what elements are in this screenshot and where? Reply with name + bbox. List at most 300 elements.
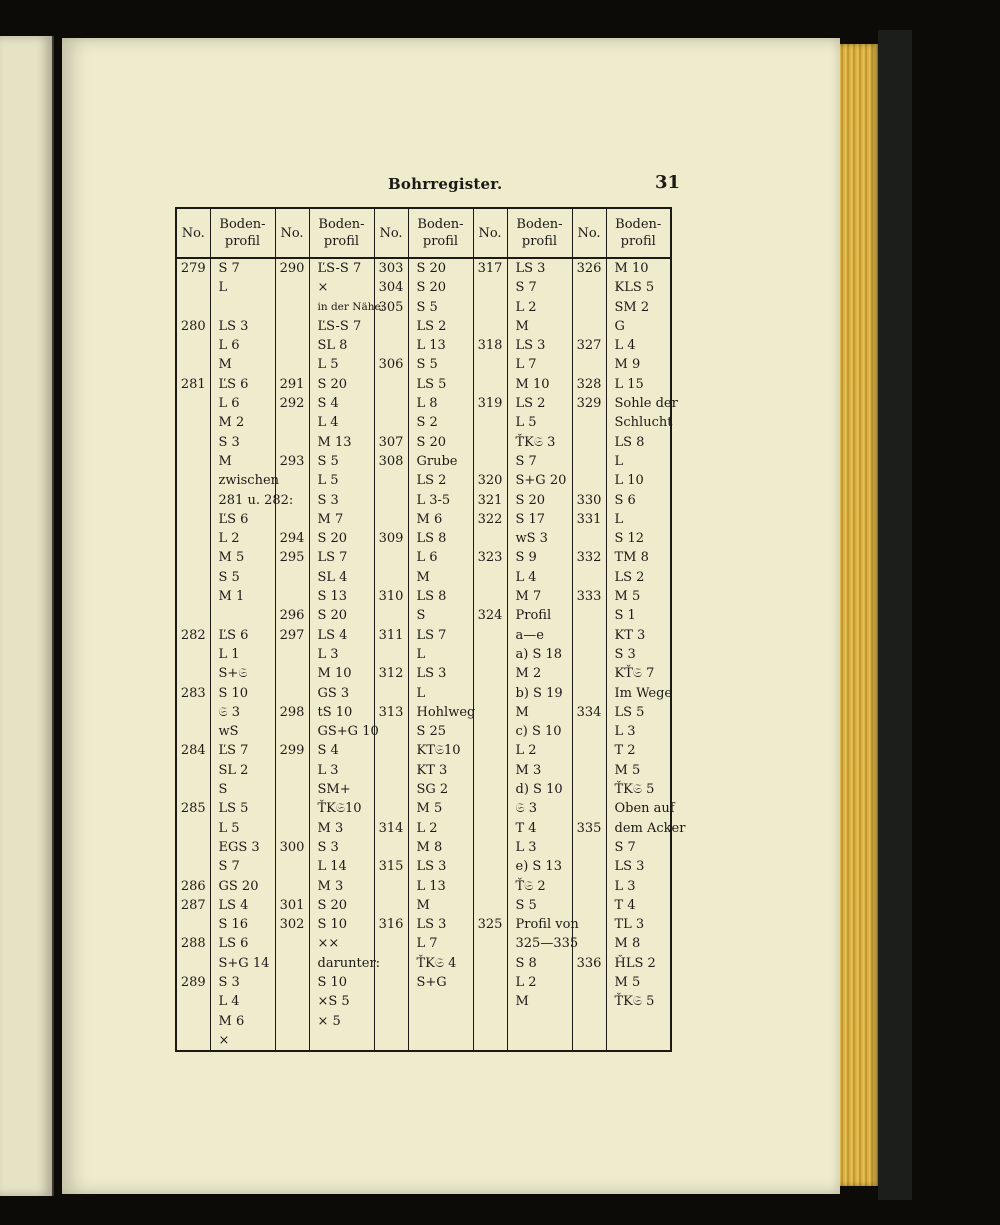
bore-number (276, 780, 309, 799)
soil-profile-line: L 2 (515, 743, 537, 759)
bore-number (177, 568, 210, 587)
bore-number (573, 857, 606, 876)
bore-number (573, 838, 606, 857)
bore-number (177, 491, 210, 510)
soil-profile-line: S 8 (515, 955, 537, 971)
soil-profile-line: M 5 (614, 974, 641, 990)
bore-number (474, 587, 507, 606)
soil-profile-line: M 13 (317, 434, 352, 450)
soil-profile-line: SM+ (317, 782, 351, 798)
soil-profile-line: S 5 (416, 299, 438, 315)
bore-number: 322 (477, 511, 503, 527)
page-edges-gilt (838, 44, 878, 1186)
soil-profile-line: LS 8 (614, 434, 645, 450)
soil-profile-line: TM 8 (614, 550, 649, 566)
soil-profile-line: LS 7 (416, 627, 447, 643)
soil-profile-line: L 6 (218, 338, 240, 354)
soil-profile-line: S 20 (416, 280, 447, 296)
bore-number (474, 954, 507, 973)
bore-number (177, 298, 210, 317)
bore-number (276, 664, 309, 683)
bore-number (276, 1012, 309, 1031)
soil-profile-line: S 4 (317, 743, 339, 759)
bore-number (375, 510, 408, 529)
soil-profile-line: b) S 19 (515, 685, 563, 701)
soil-profile-line: S 3 (614, 646, 636, 662)
soil-profile-line (211, 606, 275, 625)
bore-number (474, 703, 507, 722)
bore-number (474, 799, 507, 818)
running-head: Bohrregister. (388, 175, 503, 193)
bore-number (375, 491, 408, 510)
soil-profile-line: S 7 (515, 280, 537, 296)
profile-column (606, 258, 686, 1051)
number-column (176, 258, 210, 1051)
soil-profile-line: L 13 (416, 338, 446, 354)
bore-number (573, 896, 606, 915)
soil-profile-line: KT 3 (416, 762, 448, 778)
bore-number (177, 433, 210, 452)
soil-profile-line: T 4 (614, 897, 636, 913)
bore-number (474, 761, 507, 780)
bore-number (177, 915, 210, 934)
soil-profile-line: × (218, 1032, 230, 1048)
soil-profile-line: S 20 (317, 897, 348, 913)
soil-profile-line: zwischen (218, 473, 280, 489)
soil-profile-line: M 3 (317, 820, 344, 836)
soil-profile-line: LS 6 (218, 936, 249, 952)
bore-number: 292 (279, 396, 305, 412)
soil-profile-line: ĽS-S 7 (317, 261, 362, 276)
soil-profile-line: L 5 (317, 473, 339, 489)
soil-profile-line: L 7 (515, 357, 537, 373)
soil-profile-line: LS 3 (416, 917, 447, 933)
bore-number (573, 992, 606, 1011)
bore-number (276, 278, 309, 297)
soil-profile-line: M 2 (515, 666, 542, 682)
header-bodenprofil: Boden- profil (309, 208, 374, 258)
soil-profile-line: M (515, 318, 529, 334)
bore-number (375, 896, 408, 915)
bore-number: 311 (378, 627, 404, 643)
soil-profile-line: M 3 (515, 762, 542, 778)
profile-column (507, 258, 579, 1051)
soil-profile-line: L 2 (515, 974, 537, 990)
header-no: No. (275, 208, 309, 258)
bore-number: 310 (378, 589, 404, 605)
bore-number (474, 819, 507, 838)
soil-profile-line: ×S 5 (317, 994, 350, 1010)
soil-profile-line: M 7 (317, 511, 344, 527)
bore-number: 280 (180, 318, 206, 334)
soil-profile-line: L 8 (416, 396, 438, 412)
soil-profile-line: ȞLS 2 (614, 955, 656, 971)
soil-profile-line: LS 5 (614, 704, 645, 720)
bore-number: 328 (576, 376, 602, 392)
bore-number (474, 934, 507, 953)
bore-number (177, 954, 210, 973)
soil-profile-line: L 5 (515, 415, 537, 431)
soil-profile-line: M (218, 453, 232, 469)
soil-profile-line: L 1 (218, 646, 240, 662)
bore-number (375, 317, 408, 336)
soil-profile-line: ĽS 6 (218, 627, 249, 643)
bore-number: 290 (279, 261, 305, 276)
table-header-row (176, 208, 671, 258)
bore-number (177, 471, 210, 490)
bore-number (276, 973, 309, 992)
bore-number (177, 838, 210, 857)
soil-profile-line: L 4 (218, 994, 240, 1010)
bore-number (276, 761, 309, 780)
soil-profile-line: M 9 (614, 357, 641, 373)
soil-profile-line: L 5 (317, 357, 339, 373)
bore-number: 320 (477, 473, 503, 489)
bore-number (474, 433, 507, 452)
soil-profile-line: L 4 (614, 338, 636, 354)
header-bodenprofil: Boden- profil (210, 208, 275, 258)
soil-profile-line: S 16 (218, 917, 249, 933)
bore-number (375, 684, 408, 703)
soil-profile-line: a—e (515, 627, 544, 643)
soil-profile-line: ĽS 6 (218, 376, 249, 392)
soil-profile-line: L 3 (317, 646, 339, 662)
bore-number: 335 (576, 820, 602, 836)
bore-number: 325 (477, 917, 503, 933)
facing-page-edge (0, 36, 54, 1196)
soil-profile-line: S+G 14 (218, 955, 270, 971)
bore-number: 294 (279, 531, 305, 547)
soil-profile-line: L 2 (218, 531, 240, 547)
soil-profile-line: × 5 (317, 1013, 341, 1029)
soil-profile-line: a) S 18 (515, 646, 563, 662)
bore-number (573, 317, 606, 336)
bore-number (573, 664, 606, 683)
soil-profile-line: GS 20 (218, 878, 259, 894)
soil-profile-line: M 6 (416, 511, 443, 527)
bore-number: 299 (279, 743, 305, 759)
soil-profile-line: LS 3 (218, 318, 249, 334)
bore-number (375, 394, 408, 413)
soil-profile-line: M 10 (515, 376, 550, 392)
bore-number: 306 (378, 357, 404, 373)
soil-profile-line: S 25 (416, 724, 447, 740)
bore-number (375, 799, 408, 818)
soil-profile-line: S 5 (515, 897, 537, 913)
soil-profile-line: S 10 (218, 685, 249, 701)
bore-number (276, 992, 309, 1011)
bore-number (573, 741, 606, 760)
soil-profile-line: L 7 (416, 936, 438, 952)
bore-number (276, 799, 309, 818)
soil-profile-line: EGS 3 (218, 839, 260, 855)
bore-number: 317 (477, 261, 503, 276)
bore-number (474, 684, 507, 703)
header-bodenprofil: Boden- profil (606, 208, 671, 258)
bore-number (573, 761, 606, 780)
soil-profile-line: G (614, 318, 625, 334)
bore-number (474, 973, 507, 992)
bore-number (474, 355, 507, 374)
bore-number: 282 (180, 627, 206, 643)
soil-profile-line: L 4 (317, 415, 339, 431)
soil-profile-line: S 9 (515, 550, 537, 566)
soil-profile-line: SL 4 (317, 569, 348, 585)
soil-profile-line: M 5 (218, 550, 245, 566)
soil-profile-line: SM 2 (614, 299, 650, 315)
number-column (374, 258, 408, 1051)
bore-number: 327 (576, 338, 602, 354)
bore-number (375, 606, 408, 625)
soil-profile-line: Ť𝔖 2 (515, 878, 546, 894)
soil-profile-line: L 3-5 (416, 492, 451, 508)
bore-number: 336 (576, 955, 602, 971)
profile-column (309, 258, 385, 1051)
soil-profile-line: S 20 (317, 376, 348, 392)
soil-profile-line: L (416, 685, 426, 701)
bore-number (375, 336, 408, 355)
header-bodenprofil: Boden- profil (408, 208, 473, 258)
soil-profile-line: LS 2 (416, 318, 447, 334)
bore-number: 315 (378, 859, 404, 875)
bore-number (276, 336, 309, 355)
soil-profile-line: S (218, 782, 228, 798)
bore-number (375, 761, 408, 780)
soil-profile-line: M 10 (614, 261, 649, 276)
soil-profile-line: L 3 (515, 839, 537, 855)
header-no: No. (572, 208, 606, 258)
soil-profile-line: M (515, 704, 529, 720)
bore-number (573, 684, 606, 703)
soil-profile-line: S 3 (218, 434, 240, 450)
bore-number (375, 722, 408, 741)
bore-number (177, 587, 210, 606)
soil-profile-line: KT𝔖10 (416, 743, 461, 759)
bore-number (474, 317, 507, 336)
soil-profile-line: L 10 (614, 473, 644, 489)
bore-number (177, 780, 210, 799)
soil-profile-line: Sohle der (614, 396, 678, 412)
bore-number (474, 298, 507, 317)
soil-profile-line: L 13 (416, 878, 446, 894)
bore-number: 296 (279, 608, 305, 624)
soil-profile-line: L 6 (218, 396, 240, 412)
bore-number (276, 433, 309, 452)
bore-number (177, 413, 210, 432)
bore-number (474, 992, 507, 1011)
bore-number (177, 857, 210, 876)
bore-number: 319 (477, 396, 503, 412)
bore-number (573, 471, 606, 490)
bore-number (276, 510, 309, 529)
bore-number: 303 (378, 261, 404, 276)
bore-register-table (175, 207, 686, 1052)
bore-number: 284 (180, 743, 206, 759)
soil-profile-line: KŤ𝔖 7 (614, 666, 655, 682)
soil-profile-line: dem Acker (614, 820, 686, 836)
bore-number (177, 819, 210, 838)
soil-profile-line: S 20 (515, 492, 546, 508)
soil-profile-line: LS 2 (614, 569, 645, 585)
bore-number: 300 (279, 839, 305, 855)
soil-profile-line: S 6 (614, 492, 636, 508)
soil-profile-line: L (416, 646, 426, 662)
soil-profile-line: LS 7 (317, 550, 348, 566)
number-column (473, 258, 507, 1051)
soil-profile-line: wS (218, 724, 239, 740)
bore-number (474, 741, 507, 760)
soil-profile-line: LS 8 (416, 589, 447, 605)
soil-profile-line: M (515, 994, 529, 1010)
bore-number (573, 606, 606, 625)
soil-profile-line: GS 3 (317, 685, 350, 701)
bore-number: 331 (576, 511, 602, 527)
bore-number (177, 664, 210, 683)
bore-number (573, 645, 606, 664)
soil-profile-line: L (614, 453, 624, 469)
soil-profile-line: S 7 (614, 839, 636, 855)
soil-profile-line: M 5 (614, 589, 641, 605)
soil-profile-line: L 3 (614, 724, 636, 740)
bore-number: 324 (477, 608, 503, 624)
soil-profile-line: Profil (515, 608, 552, 624)
bore-number (573, 973, 606, 992)
bore-number: 285 (180, 801, 206, 817)
bore-number: 313 (378, 704, 404, 720)
soil-profile-line (211, 298, 275, 317)
bore-number: 307 (378, 434, 404, 450)
bore-number (573, 722, 606, 741)
bore-number (375, 741, 408, 760)
bore-number: 291 (279, 376, 305, 392)
bore-number: 297 (279, 627, 305, 643)
soil-profile-line: L (614, 511, 624, 527)
soil-profile-line: M 7 (515, 589, 542, 605)
bore-number: 301 (279, 897, 305, 913)
soil-profile-line: S 7 (218, 859, 240, 875)
bore-number (177, 452, 210, 471)
soil-profile-line: S 3 (317, 839, 339, 855)
bore-number: 308 (378, 453, 404, 469)
bore-number: 295 (279, 550, 305, 566)
header-bodenprofil: Boden- profil (507, 208, 572, 258)
soil-profile-line: M 5 (416, 801, 443, 817)
soil-profile-line: LS 5 (218, 801, 249, 817)
bore-number (474, 529, 507, 548)
soil-profile-line: M (416, 569, 430, 585)
bore-number (474, 857, 507, 876)
soil-profile-line: L (218, 280, 228, 296)
bore-number (177, 394, 210, 413)
soil-profile-line: LS 3 (614, 859, 645, 875)
bore-number: 326 (576, 261, 602, 276)
bore-number (276, 857, 309, 876)
soil-profile-line: SL 8 (317, 338, 348, 354)
soil-profile-line: LS 2 (416, 473, 447, 489)
soil-profile-line: d) S 10 (515, 782, 563, 798)
soil-profile-line: L 5 (218, 820, 240, 836)
soil-profile-line: ŤK𝔖 5 (614, 782, 655, 798)
soil-profile-line: LS 8 (416, 531, 447, 547)
soil-profile-line: Grube (416, 453, 458, 469)
bore-number (375, 568, 408, 587)
soil-profile-line: SG 2 (416, 782, 449, 798)
soil-profile-line: ŤK𝔖 5 (614, 994, 655, 1010)
soil-profile-line: S 2 (416, 415, 438, 431)
bore-number (177, 761, 210, 780)
bore-number (375, 838, 408, 857)
bore-number (474, 626, 507, 645)
bore-number (276, 722, 309, 741)
bore-number (474, 780, 507, 799)
bore-number (276, 317, 309, 336)
header-no: No. (473, 208, 507, 258)
bore-number (375, 471, 408, 490)
bore-number (474, 838, 507, 857)
bore-number (474, 375, 507, 394)
bore-number (375, 548, 408, 567)
book-cover (878, 30, 912, 1200)
soil-profile-line: ŤK𝔖 3 (515, 434, 556, 450)
bore-number (474, 568, 507, 587)
bore-number (177, 722, 210, 741)
soil-profile-line: ĽS 6 (218, 511, 249, 527)
soil-profile-line: S 20 (317, 531, 348, 547)
soil-profile-line: Oben auf (614, 801, 675, 817)
soil-profile-line: KT 3 (614, 627, 646, 643)
bore-number (177, 606, 210, 625)
bore-number: 314 (378, 820, 404, 836)
soil-profile-line: LS 3 (416, 666, 447, 682)
bore-number (177, 1012, 210, 1031)
soil-profile-line: T 2 (614, 743, 636, 759)
soil-profile-line: GS+G 10 (317, 724, 379, 740)
soil-profile-line: 𝔖 3 (515, 801, 538, 817)
soil-profile-line: L 2 (416, 820, 438, 836)
soil-profile-line: Hohlweg (416, 704, 476, 720)
soil-profile-line: LS 3 (515, 261, 546, 276)
bore-number (177, 278, 210, 297)
bore-number: 333 (576, 589, 602, 605)
bore-number (474, 645, 507, 664)
bore-number: 298 (279, 704, 305, 720)
bore-number (177, 703, 210, 722)
soil-profile-line: S 5 (416, 357, 438, 373)
bore-number (375, 780, 408, 799)
bore-number (573, 452, 606, 471)
bore-number: 305 (378, 299, 404, 315)
soil-profile-line: LS 3 (416, 859, 447, 875)
bore-number: 329 (576, 396, 602, 412)
bore-number (573, 568, 606, 587)
bore-number (474, 877, 507, 896)
soil-profile-line: SL 2 (218, 762, 249, 778)
soil-profile-line: L 3 (614, 878, 636, 894)
soil-profile-line: L 6 (416, 550, 438, 566)
bore-number (276, 819, 309, 838)
soil-profile-line: S 5 (218, 569, 240, 585)
soil-profile-line: Schlucht (614, 415, 673, 431)
bore-number (573, 433, 606, 452)
bore-number: 304 (378, 280, 404, 296)
bore-number (573, 529, 606, 548)
bore-number: 288 (180, 936, 206, 952)
bore-number (177, 529, 210, 548)
bore-number (573, 355, 606, 374)
soil-profile-line: c) S 10 (515, 724, 562, 740)
soil-profile-line: ĽS 7 (218, 743, 249, 759)
bore-number (276, 471, 309, 490)
